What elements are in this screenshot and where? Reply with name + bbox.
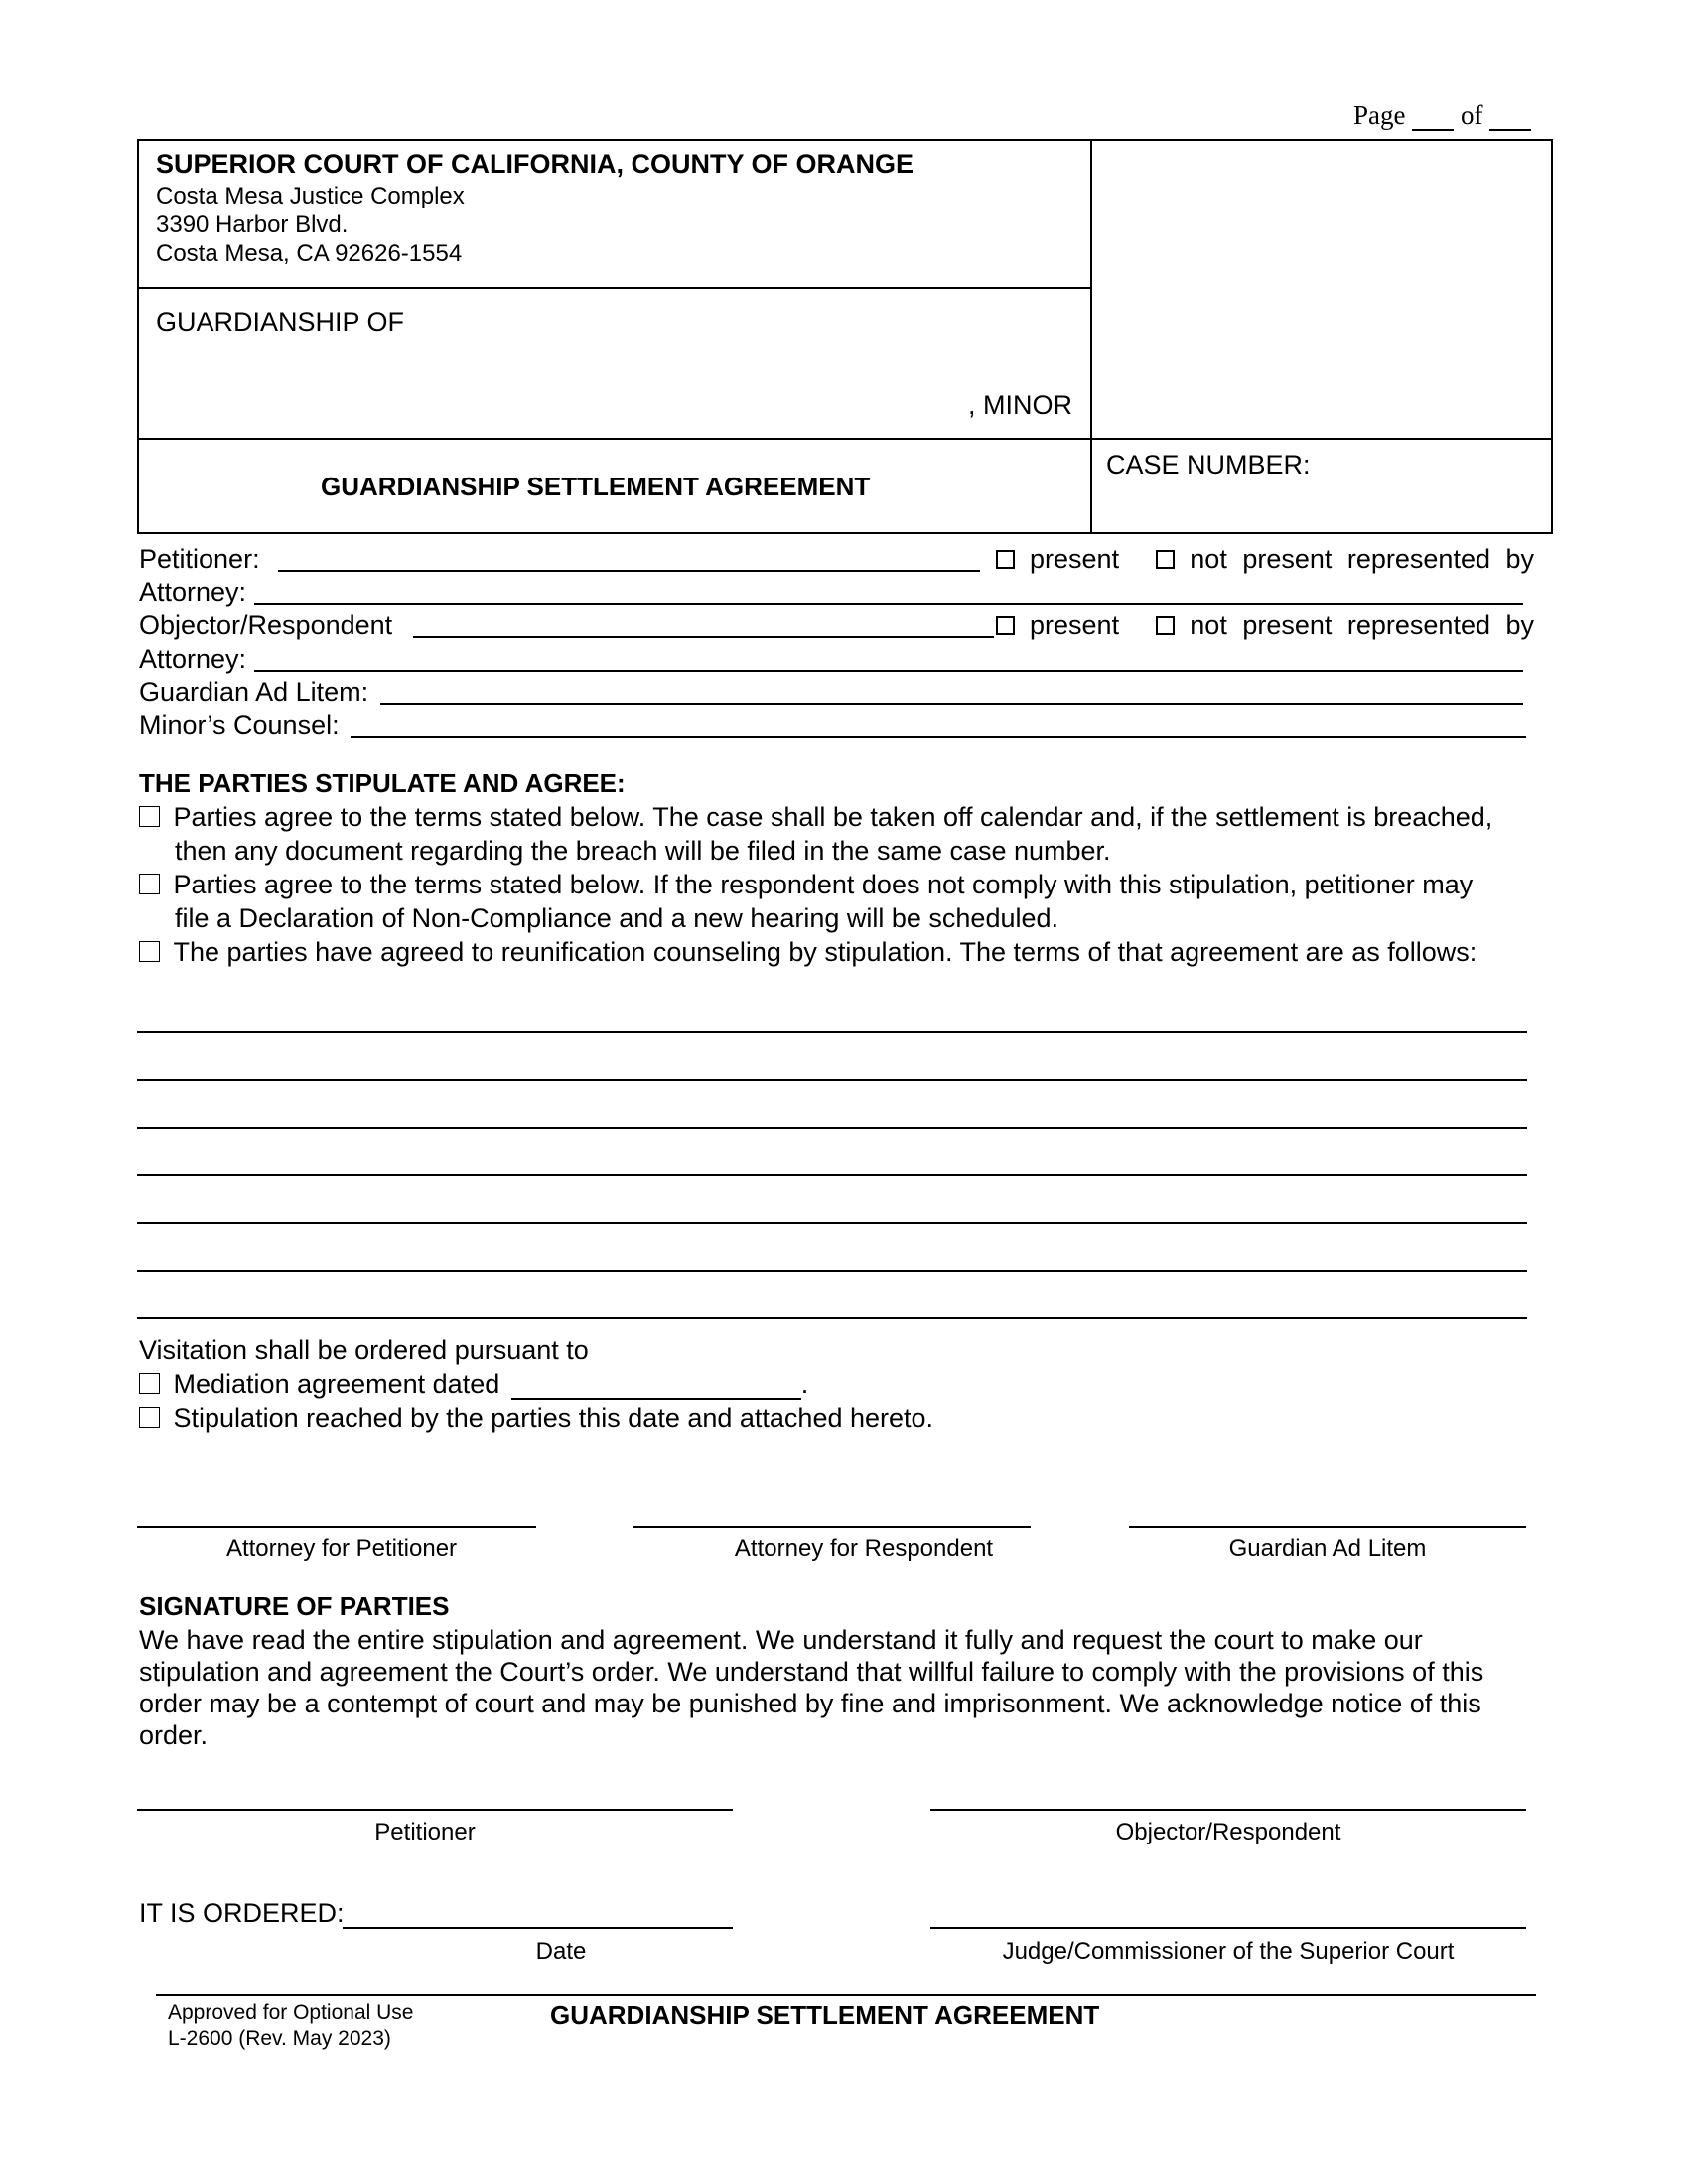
petitioner-signature-label: Petitioner	[374, 1819, 476, 1845]
terms-line[interactable]	[137, 1317, 1527, 1319]
stipulate-item-1-checkbox[interactable]	[139, 806, 160, 827]
visitation-intro: Visitation shall be ordered pursuant to	[139, 1335, 589, 1365]
form-title: GUARDIANSHIP SETTLEMENT AGREEMENT	[321, 472, 871, 501]
terms-line[interactable]	[137, 1222, 1527, 1224]
stipulate-item-3: The parties have agreed to reunification counseling by stipulation. The terms of that agreement are as follows:	[139, 939, 1477, 966]
footer-title: GUARDIANSHIP SETTLEMENT AGREEMENT	[550, 2000, 1100, 2030]
objector-present-option[interactable]: present	[996, 613, 1119, 639]
objector-signature[interactable]	[930, 1809, 1526, 1811]
judge-signature[interactable]	[930, 1927, 1526, 1929]
petitioner-attorney-label: Attorney:	[139, 577, 247, 607]
petitioner-attorney-field[interactable]	[254, 603, 1523, 605]
signature-paragraph-line-3: order may be a contempt of court and may be punished by fine and imprisonment. We acknowledge notice of this	[139, 1689, 1481, 1718]
court-address-line-3: Costa Mesa, CA 92626-1554	[156, 240, 463, 267]
court-address-line-2: 3390 Harbor Blvd.	[156, 211, 349, 238]
court-name: SUPERIOR COURT OF CALIFORNIA, COUNTY OF ORANGE	[156, 149, 914, 179]
attorney-for-respondent-signature[interactable]	[633, 1526, 1031, 1528]
guardian-ad-litem-label: Guardian Ad Litem:	[139, 677, 369, 707]
stipulate-item-3-checkbox[interactable]	[139, 941, 160, 962]
caption-divider-2	[137, 438, 1553, 440]
order-date-field[interactable]	[343, 1927, 733, 1929]
minors-counsel-field[interactable]	[351, 736, 1526, 738]
petitioner-signature[interactable]	[137, 1809, 733, 1811]
guardian-ad-litem-signature-label: Guardian Ad Litem	[1228, 1535, 1427, 1562]
objector-field[interactable]	[413, 636, 994, 638]
stipulate-item-1: Parties agree to the terms stated below. The case shall be taken off calendar and, if the settlement is breached,	[139, 804, 1492, 831]
stipulate-item-2-checkbox[interactable]	[139, 874, 160, 894]
stipulation-attached-checkbox[interactable]	[139, 1407, 160, 1428]
minors-counsel-label: Minor’s Counsel:	[139, 710, 340, 740]
objector-signature-label: Objector/Respondent	[1115, 1819, 1341, 1845]
objector-attorney-label: Attorney:	[139, 644, 247, 674]
page-label: Page	[1353, 100, 1406, 130]
objector-presence	[996, 613, 1534, 639]
petitioner-present-checkbox[interactable]	[996, 550, 1015, 569]
page-number-blank[interactable]	[1412, 102, 1454, 131]
court-address-line-1: Costa Mesa Justice Complex	[156, 183, 465, 209]
signature-paragraph-line-4: order.	[139, 1720, 209, 1750]
page-of-label: of	[1460, 100, 1483, 130]
attorney-for-petitioner-signature[interactable]	[137, 1526, 536, 1528]
stipulate-heading: THE PARTIES STIPULATE AND AGREE:	[139, 768, 626, 798]
attorney-for-petitioner-label: Attorney for Petitioner	[225, 1535, 458, 1562]
petitioner-label: Petitioner:	[139, 544, 260, 574]
signature-paragraph-line-2: stipulation and agreement the Court’s order. We understand that willful failure to comply with the provisions of this	[139, 1657, 1484, 1687]
mediation-date-field[interactable]	[511, 1371, 801, 1400]
judge-signature-label: Judge/Commissioner of the Superior Court	[1002, 1938, 1455, 1965]
visitation-stipulation: Stipulation reached by the parties this date and attached hereto.	[139, 1405, 933, 1432]
terms-line[interactable]	[137, 1079, 1527, 1081]
minor-label: , MINOR	[968, 390, 1072, 420]
stipulate-item-2-line-2: file a Declaration of Non-Compliance and a new hearing will be scheduled.	[175, 903, 1059, 933]
stipulate-item-1-line-2: then any document regarding the breach will be filed in the same case number.	[175, 836, 1111, 866]
page-total-blank[interactable]	[1489, 102, 1531, 131]
mediation-checkbox[interactable]	[139, 1373, 160, 1394]
terms-line[interactable]	[137, 1031, 1527, 1033]
terms-line[interactable]	[137, 1270, 1527, 1272]
it-is-ordered-label: IT IS ORDERED:	[139, 1898, 345, 1928]
objector-attorney-field[interactable]	[254, 670, 1523, 672]
footer-approved: Approved for Optional Use	[168, 2001, 414, 2024]
visitation-mediation: Mediation agreement dated .	[139, 1371, 808, 1400]
page-counter	[1353, 102, 1531, 131]
objector-label: Objector/Respondent	[139, 611, 393, 640]
terms-line[interactable]	[137, 1174, 1527, 1176]
footer-rule	[156, 1994, 1536, 1996]
case-number-label: CASE NUMBER:	[1106, 450, 1311, 479]
caption-divider-1	[137, 287, 1092, 289]
guardian-ad-litem-field[interactable]	[380, 703, 1523, 705]
petitioner-not-present-option[interactable]: not present represented by	[1156, 546, 1534, 573]
objector-not-present-checkbox[interactable]	[1156, 616, 1175, 635]
objector-present-checkbox[interactable]	[996, 616, 1015, 635]
footer-form-number: L-2600 (Rev. May 2023)	[168, 2027, 391, 2050]
caption-vertical-divider	[1090, 139, 1092, 534]
petitioner-present-option[interactable]: present	[996, 546, 1119, 573]
petitioner-not-present-checkbox[interactable]	[1156, 550, 1175, 569]
attorney-for-respondent-label: Attorney for Respondent	[734, 1535, 994, 1562]
order-date-label: Date	[535, 1938, 587, 1965]
petitioner-presence	[996, 546, 1534, 573]
guardianship-of-label: GUARDIANSHIP OF	[156, 307, 405, 337]
terms-line[interactable]	[137, 1127, 1527, 1129]
stipulate-item-2: Parties agree to the terms stated below. If the respondent does not comply with this stipulation, petitioner may	[139, 872, 1473, 898]
signature-paragraph-line-1: We have read the entire stipulation and agreement. We understand it fully and request the court to make our	[139, 1625, 1423, 1655]
guardian-ad-litem-signature[interactable]	[1129, 1526, 1526, 1528]
petitioner-field[interactable]	[278, 570, 980, 572]
objector-not-present-option[interactable]: not present represented by	[1156, 613, 1534, 639]
signature-heading: SIGNATURE OF PARTIES	[139, 1591, 450, 1621]
